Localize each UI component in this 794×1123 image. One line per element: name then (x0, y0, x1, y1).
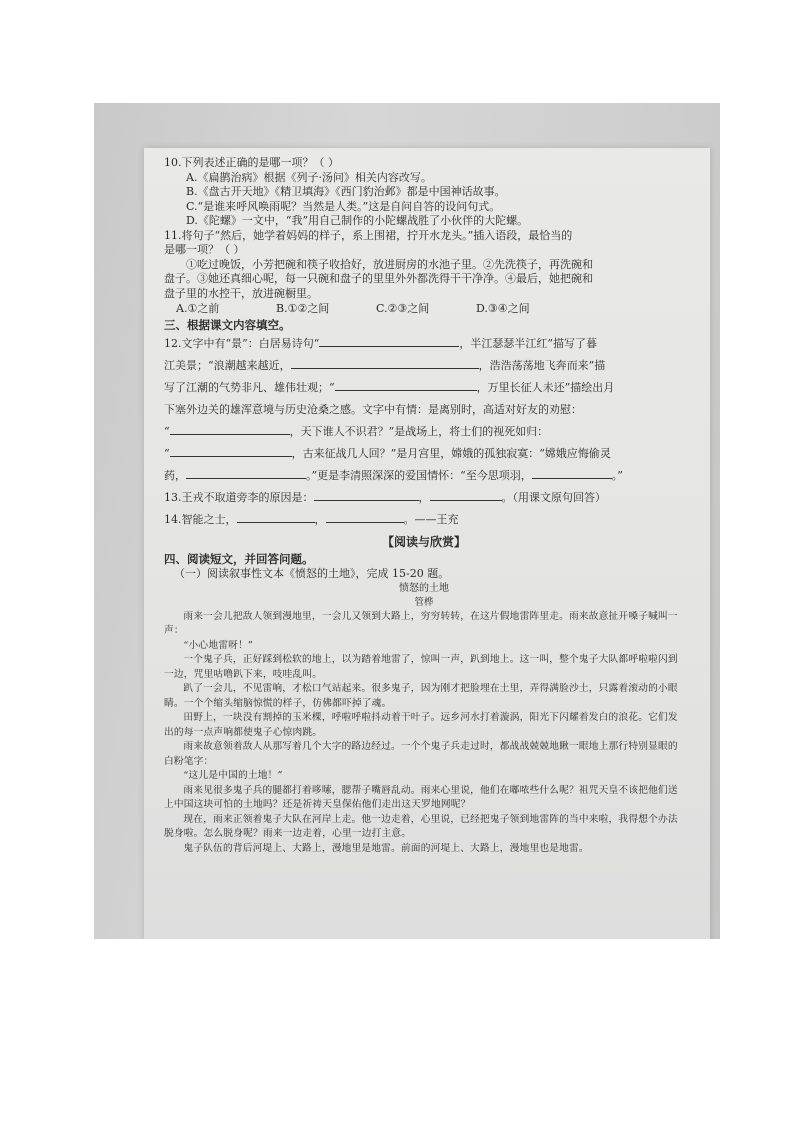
article-paragraph: 现在，雨来正领着鬼子大队在河岸上走。他一边走着，心里说，已经把鬼子领到地雷阵的当中来啦，我得想个办法脱身啦。怎么脱身呢？雨来一边走着，心里一边打主意。 (164, 813, 678, 839)
q13-text: 。（用课文原句回答） (501, 491, 606, 504)
article-paragraph: 雨来见很多鬼子兵的腿都打着哆嗦，腮帮子嘴唇乱动。雨来心里说，他们在嘟哝些什么呢？祖咒天皇不该把他们送上中国这块可怕的土地吗？还是祈祷天皇保佑他们走出这天罗地网呢？ (164, 784, 678, 810)
q11-passage-end: 盘子里的水控干，放进碗橱里。 (164, 286, 318, 300)
q12-text: ，天下谁人不识君？”是战场上，将士们的视死如归： (289, 425, 549, 438)
q11-option-d: D.③④之间 (476, 302, 530, 315)
exam-sheet (144, 148, 710, 939)
answer-blank[interactable] (291, 357, 479, 369)
answer-blank[interactable] (326, 511, 404, 523)
q12-text: ，浩浩荡荡地飞奔而来”描 (478, 359, 606, 372)
article-author: 管桦 (414, 596, 434, 608)
q14-text: 。——王充 (403, 513, 459, 526)
q11-option-c: C.②③之间 (376, 302, 430, 315)
reading-intro: （一）阅读叙事性文本《愤怒的土地》，完成 15-20 题。 (174, 567, 450, 580)
q11-option-b: B.①②之间 (276, 302, 330, 315)
answer-blank[interactable] (237, 511, 315, 523)
q13-text: ， (418, 491, 430, 504)
reading-banner: 【阅读与欣赏】 (381, 535, 466, 549)
q14-text: 14.智能之士， (164, 513, 237, 526)
article-paragraph: 一个鬼子兵，正好踩到松软的地上，以为踏着地雷了，惊叫一声，趴到地上。这一叫，整个鬼子大队都呼啦啦闪到一边，咒里咕噜趴下来，吱哇乱叫。 (164, 654, 678, 680)
answer-blank[interactable] (335, 379, 477, 391)
q12-line-4: 下塞外边关的雄浑意境与历史沧桑之感。文字中有情：是离别时，高适对好友的劝慰： (164, 403, 582, 416)
q13-line (164, 487, 684, 509)
article-paragraph: 趴了一会儿，不见雷响，才松口气站起来。很多鬼子，因为刚才把脸埋在土里，弄得满脸沙土，只露着滚动的小眼睛。一个个缩头缩脑惊慌的样子，仿佛都吓掉了魂。 (164, 683, 678, 709)
article-paragraph: 田野上，一块没有割掉的玉米棵，呼啦呼啦抖动着干叶子。远乡河水打着漩涡，阳光下闪耀着发白的浪花。它们发出的每一点声响都使鬼子心惊肉跳。 (164, 712, 678, 738)
q10-option-d: D.《陀螺》一文中，“我”用自己制作的小陀螺战胜了小伙伴的大陀螺。 (186, 214, 529, 227)
q13-text: 13.王戎不取道旁李的原因是： (164, 491, 314, 504)
q12-line-1 (164, 333, 684, 355)
q10-option-b: B.《盘古开天地》《精卫填海》《西门豹治邺》都是中国神话故事。 (186, 185, 506, 198)
q12-text: 。”更是李清照深深的爱国情怀：“至今思项羽， (306, 469, 532, 482)
q12-text: “ (164, 425, 170, 438)
article-title: 愤怒的土地 (399, 582, 449, 594)
q12-text: 12.文字中有“景”：白居易诗句“ (164, 337, 320, 350)
q10-option-a: A.《扁鹊治病》根据《列子·汤问》相关内容改写。 (186, 170, 432, 184)
q12-text: ，半江瑟瑟半江红”描写了暮 (459, 337, 597, 350)
article-paragraph: “小心地雷呀！” (183, 639, 254, 651)
answer-blank[interactable] (170, 445, 292, 457)
q12-line-5 (164, 421, 684, 443)
q12-line-6 (164, 443, 684, 465)
q12-text: 江美景；“浪潮越来越近， (164, 359, 291, 372)
q14-text: ， (314, 513, 326, 526)
q12-line-2 (164, 355, 684, 377)
q12-line-3 (164, 377, 684, 399)
q10-stem: 10.下列表述正确的是哪一项？（ ） (164, 156, 339, 169)
sheet-content (164, 156, 684, 856)
answer-blank[interactable] (186, 467, 306, 479)
q12-line-7 (164, 465, 684, 487)
q11-passage: ①吃过晚饭，小芳把碗和筷子收拾好，放进厨房的水池子里。②先洗筷子，再洗碗和 (186, 257, 593, 271)
q12-text: “ (164, 447, 170, 460)
q11-option-a: A.①之前 (176, 302, 220, 315)
answer-blank[interactable] (319, 335, 459, 347)
article-paragraph: 雨来一会儿把敌人领到漫地里，一会儿又领到大路上，穷穷转转，在这片假地雷阵里走。雨来故意扯开嗓子喊叫一声： (164, 610, 678, 636)
q14-line (164, 509, 684, 531)
q12-text: ，万里长征人未还”描绘出月 (476, 381, 615, 394)
q12-text: 写了江潮的气势非凡、雄伟壮观；“ (164, 381, 335, 394)
answer-blank[interactable] (532, 467, 612, 479)
q10-option-c: C.“是谁来呼风唤雨呢？当然是人类。”这是自问自答的设问句式。 (186, 199, 501, 213)
article-paragraph: “这儿是中国的土地！” (183, 770, 283, 781)
section-4-heading: 四、阅读短文，并回答问题。 (164, 552, 314, 566)
answer-blank[interactable] (314, 489, 419, 501)
q11-passage-cont: 盘子。③她还真细心呢，每一只碗和盘子的里里外外都洗得干干净净。④最后，她把碗和 (164, 272, 593, 285)
q11-options (164, 301, 684, 317)
document-photo (94, 103, 720, 939)
section-3-heading: 三、根据课文内容填空。 (164, 318, 291, 332)
q12-text: 药， (164, 469, 186, 482)
q12-text: ，古来征战几人回？”是月宫里，嫦娥的孤独寂寞：“嫦娥应悔偷灵 (291, 447, 611, 460)
q11-stem-cont: 是哪一项？（ ） (164, 243, 245, 256)
q11-stem: 11.将句子“然后，她学着妈妈的样子，系上围裙，拧开水龙头。”插入语段，最恰当的 (164, 228, 573, 242)
article-paragraph: 雨来故意领着敌人从那写着几个大字的路边经过。一个个鬼子兵走过时，都战战兢兢地瞅一眼地上那行特别显眼的白粉笔字： (164, 741, 678, 767)
answer-blank[interactable] (170, 423, 290, 435)
article-paragraph: 鬼子队伍的背后河堤上、大路上，漫地里是地雷。前面的河堤上、大路上，漫地里也是地雷。 (183, 842, 589, 854)
q12-text: 。” (611, 469, 623, 482)
answer-blank[interactable] (430, 489, 502, 501)
